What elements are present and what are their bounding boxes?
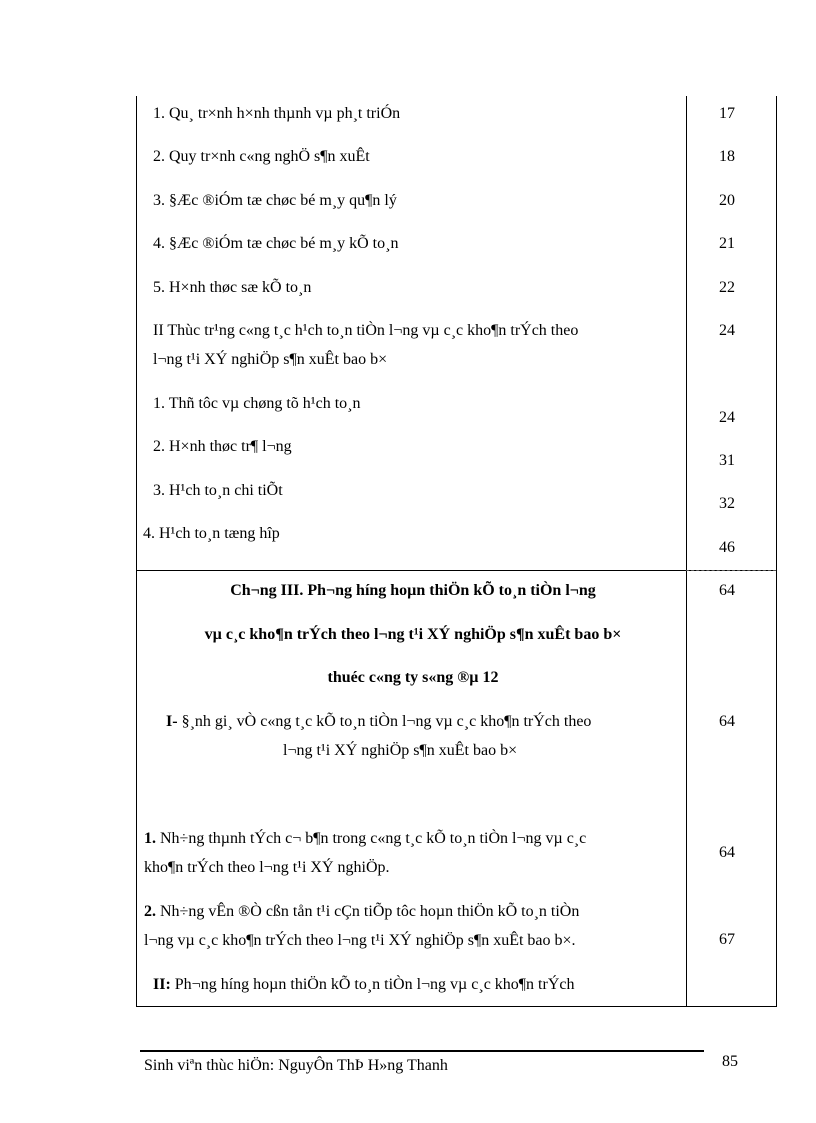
chapter-title-line-1: Ch¬ng III. Ph¬ng híng hoµn thiÖn kÕ to¸n tiÒn l¬ng xyxy=(230,582,596,599)
page-column-dashed-divider xyxy=(686,570,776,571)
section-i-label: I- xyxy=(166,713,178,730)
table-bottom-border xyxy=(136,1006,777,1007)
item-2-line-2: l¬ng vµ c¸c kho¶n trÝch theo l¬ng t¹i XÝ nghiÖp s¶n xuÊt bao b×. xyxy=(144,932,576,949)
toc-entry-page: 21 xyxy=(719,235,735,252)
column-divider xyxy=(686,96,687,1006)
toc-entry-page: 46 xyxy=(719,539,735,556)
item-1-page: 64 xyxy=(719,844,735,861)
toc-entry-page: 24 xyxy=(719,322,735,339)
item-2-title: Nh÷ng vÊn ®Ò cßn tån t¹i cÇn tiÕp tôc hoµn thiÖn kÕ to¸n tiÒn xyxy=(156,903,580,920)
section-i-line-1 xyxy=(166,712,686,732)
toc-entry-text: 4. §Æc ®iÓm tæ chøc bé m¸y kÕ to¸n xyxy=(153,235,399,252)
chapter-title-line-3: thuéc c«ng ty s«ng ®µ 12 xyxy=(327,669,499,686)
toc-entry-text: 3. H¹ch to¸n chi tiÕt xyxy=(153,482,283,499)
toc-entry-text: 5. H×nh thøc sæ kÕ to¸n xyxy=(153,279,312,296)
toc-entry-text: 3. §Æc ®iÓm tæ chøc bé m¸y qu¶n lý xyxy=(153,192,397,209)
footer-rule xyxy=(140,1050,704,1052)
section-ii-line-1 xyxy=(153,975,685,995)
toc-entry-page: 17 xyxy=(719,105,735,122)
toc-entry-text-continued: l¬ng t¹i XÝ nghiÖp s¶n xuÊt bao b× xyxy=(153,351,388,368)
toc-entry-page: 32 xyxy=(719,495,735,512)
page-number: 85 xyxy=(722,1053,738,1070)
item-1-label: 1. xyxy=(144,830,156,847)
toc-entry-page: 20 xyxy=(719,192,735,209)
section-divider xyxy=(136,570,777,571)
table-left-border xyxy=(136,96,137,571)
toc-entry-page: 22 xyxy=(719,279,735,296)
toc-entry-page: 31 xyxy=(719,452,735,469)
item-1-line-1 xyxy=(144,829,687,849)
toc-entry-text: 1. Thñ tôc vµ chøng tõ h¹ch to¸n xyxy=(153,395,361,412)
toc-entry-text: 4. H¹ch to¸n tæng hîp xyxy=(143,525,280,542)
footer-author: Sinh viªn thùc hiÖn: NguyÔn ThÞ H»ng Thanh xyxy=(144,1057,448,1074)
section-i-page: 64 xyxy=(719,713,735,730)
toc-entry-text: 1. Qu¸ tr×nh h×nh thµnh vµ ph¸t triÓn xyxy=(153,105,401,122)
item-1-line-2: kho¶n trÝch theo l¬ng t¹i XÝ nghiÖp. xyxy=(144,859,390,876)
item-2-label: 2. xyxy=(144,903,156,920)
toc-entry-page: 18 xyxy=(719,148,735,165)
table-left-border-lower xyxy=(136,571,137,1006)
chapter-title-line-2: vµ c¸c kho¶n trÝch theo l¬ng t¹i XÝ nghiÖp s¶n xuÊt bao b× xyxy=(204,626,622,643)
toc-entry-page: 24 xyxy=(719,409,735,426)
toc-entry-text: II Thùc tr¹ng c«ng t¸c h¹ch to¸n tiÒn l¬ng vµ c¸c kho¶n trÝch theo xyxy=(153,322,579,339)
section-i-title: §¸nh gi¸ vÒ c«ng t¸c kÕ to¸n tiÒn l¬ng vµ c¸c kho¶n trÝch theo xyxy=(177,713,592,730)
section-i-line-2: l¬ng t¹i XÝ nghiÖp s¶n xuÊt bao b× xyxy=(283,742,518,759)
item-2-line-1 xyxy=(144,902,687,922)
item-2-page: 67 xyxy=(719,931,735,948)
toc-entry-text: 2. H×nh thøc tr¶ l¬ng xyxy=(153,438,292,455)
toc-entry-text: 2. Quy tr×nh c«ng nghÖ s¶n xuÊt xyxy=(153,148,370,165)
table-right-border xyxy=(776,96,777,1006)
section-ii-label: II: xyxy=(153,976,171,993)
item-1-title: Nh÷ng thµnh tÝch c¬ b¶n trong c«ng t¸c kÕ to¸n tiÒn l¬ng vµ c¸c xyxy=(156,830,587,847)
section-ii-title: Ph¬ng híng hoµn thiÖn kÕ to¸n tiÒn l¬ng vµ c¸c kho¶n trÝch xyxy=(170,976,575,993)
chapter-page: 64 xyxy=(719,582,735,599)
